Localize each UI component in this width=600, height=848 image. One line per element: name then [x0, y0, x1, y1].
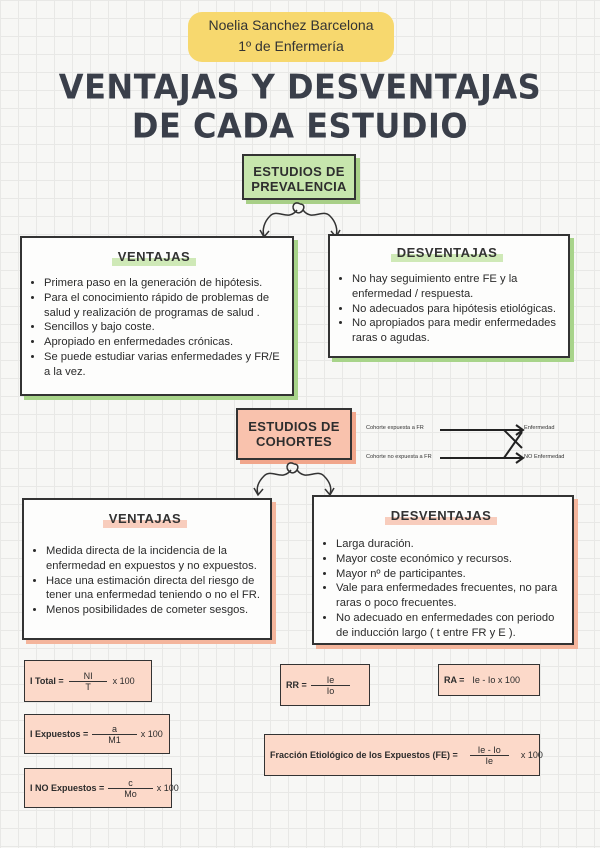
exposed-cohort-label: Cohorte expuesta a FR — [366, 425, 424, 431]
fraction — [311, 675, 351, 696]
denominator: T — [69, 681, 107, 692]
cohortes-tag — [236, 408, 352, 460]
fraction — [68, 671, 109, 692]
prevalencia-desventajas-heading-text: DESVENTAJAS — [391, 244, 504, 264]
cohortes-ventajas-heading-text: VENTAJAS — [103, 510, 187, 530]
denominator: Mo — [108, 788, 153, 799]
list-item: • Medida directa de la incidencia de la enfermedad en expuestos y no expuestos. — [46, 544, 262, 574]
list-item: • No adecuados para hipótesis etiológicas. — [352, 302, 560, 317]
cohortes-ventajas-heading — [28, 510, 262, 530]
list-item: • Mayor coste económico y recursos. — [336, 552, 564, 567]
list-item: • No adecuado en enfermedades con periodo de inducción largo ( t entre FR y E ). — [336, 611, 564, 641]
multiplier: x 100 — [156, 783, 179, 793]
list-item: • No hay seguimiento entre FE y la enfermedad / respuesta. — [352, 272, 560, 302]
course-name: 1º de Enfermería — [238, 38, 344, 54]
numerator: c — [128, 777, 133, 788]
unexposed-cohort-label: Cohorte no expuesta a FR — [366, 454, 432, 460]
numerator: Ie - Io — [477, 744, 501, 755]
formula-label: RR = — [286, 680, 307, 690]
prevalencia-ventajas-box — [20, 236, 294, 396]
list-item: • Apropiado en enfermedades crónicas. — [44, 335, 282, 350]
formula-label: RA = — [444, 675, 465, 685]
prevalencia-ventajas-heading-text: VENTAJAS — [112, 248, 196, 268]
denominator: Io — [311, 685, 351, 696]
multiplier: x 100 — [112, 676, 135, 686]
cohortes-tag-line1: ESTUDIOS DE — [248, 419, 340, 434]
numerator: a — [112, 723, 118, 734]
cohortes-tag-line2: COHORTES — [255, 434, 333, 449]
cohort-arrows-icon — [438, 420, 528, 464]
author-name: Noelia Sanchez Barcelona — [208, 17, 374, 33]
list-item: • Vale para enfermedades frecuentes, no para raras o poco frecuentes. — [336, 581, 564, 611]
prevalencia-tag — [242, 154, 356, 200]
author-badge — [188, 12, 394, 62]
list-item: • Primera paso en la generación de hipótesis. — [44, 276, 282, 291]
split-arrows-icon — [244, 458, 344, 498]
prevalencia-tag-line1: ESTUDIOS DE — [253, 164, 345, 179]
formula-i-total — [24, 660, 152, 702]
cohortes-desventajas-heading — [318, 507, 564, 527]
prevalencia-desventajas-heading — [334, 244, 560, 264]
formula-i-expuestos — [24, 714, 170, 754]
formula-label: I Total = — [30, 676, 64, 686]
list-item: • Menos posibilidades de cometer sesgos. — [46, 603, 262, 618]
numerator: Ie — [326, 674, 335, 685]
prevalencia-ventajas-list — [26, 276, 282, 380]
no-disease-label: NO Enfermedad — [524, 454, 565, 460]
page-title-line2: DE CADA ESTUDIO — [131, 105, 469, 146]
disease-label: Enfermedad — [524, 425, 555, 431]
formula-i-no-expuestos — [24, 768, 179, 808]
formula-expression: Ie - Io x 100 — [472, 675, 520, 685]
list-item: • Se puede estudiar varias enfermedades y FR/E a la vez. — [44, 350, 282, 380]
prevalencia-ventajas-heading — [26, 248, 282, 268]
fraction — [108, 778, 153, 799]
multiplier: x 100 — [140, 729, 163, 739]
cohortes-ventajas-list — [28, 544, 262, 618]
list-item: • Hace una estimación directa del riesgo de tener una enfermedad teniendo o no el FR. — [46, 574, 262, 604]
cohortes-ventajas-box — [22, 498, 272, 640]
fraction — [462, 745, 517, 766]
numerator: NI — [83, 670, 93, 681]
denominator: M1 — [92, 734, 137, 745]
cohortes-desventajas-box — [312, 495, 574, 645]
prevalencia-desventajas-list — [334, 272, 560, 346]
prevalencia-tag-line2: PREVALENCIA — [251, 179, 347, 194]
cohortes-desventajas-heading-text: DESVENTAJAS — [385, 507, 498, 527]
cohortes-desventajas-list — [318, 537, 564, 641]
page-title-line1: VENTAJAS Y DESVENTAJAS — [58, 67, 542, 107]
formula-fe — [264, 734, 543, 776]
formula-label: I Expuestos = — [30, 729, 89, 739]
fraction — [92, 724, 137, 745]
list-item: • No apropiados para medir enfermedades raras o agudas. — [352, 316, 560, 346]
formula-ra — [438, 664, 540, 696]
multiplier: x 100 — [520, 750, 543, 760]
list-item: • Larga duración. — [336, 537, 564, 552]
formula-label: Fracción Etiológico de los Expuestos (FE) = — [270, 750, 458, 760]
formula-rr — [280, 664, 370, 706]
list-item: • Sencillos y bajo coste. — [44, 320, 282, 335]
prevalencia-desventajas-box — [328, 234, 570, 358]
denominator: Ie — [470, 755, 510, 766]
list-item: • Para el conocimiento rápido de problemas de salud y realización de programas de salud . — [44, 291, 282, 321]
page-title — [0, 68, 600, 146]
list-item: • Mayor nº de participantes. — [336, 567, 564, 582]
formula-label: I NO Expuestos = — [30, 783, 105, 793]
